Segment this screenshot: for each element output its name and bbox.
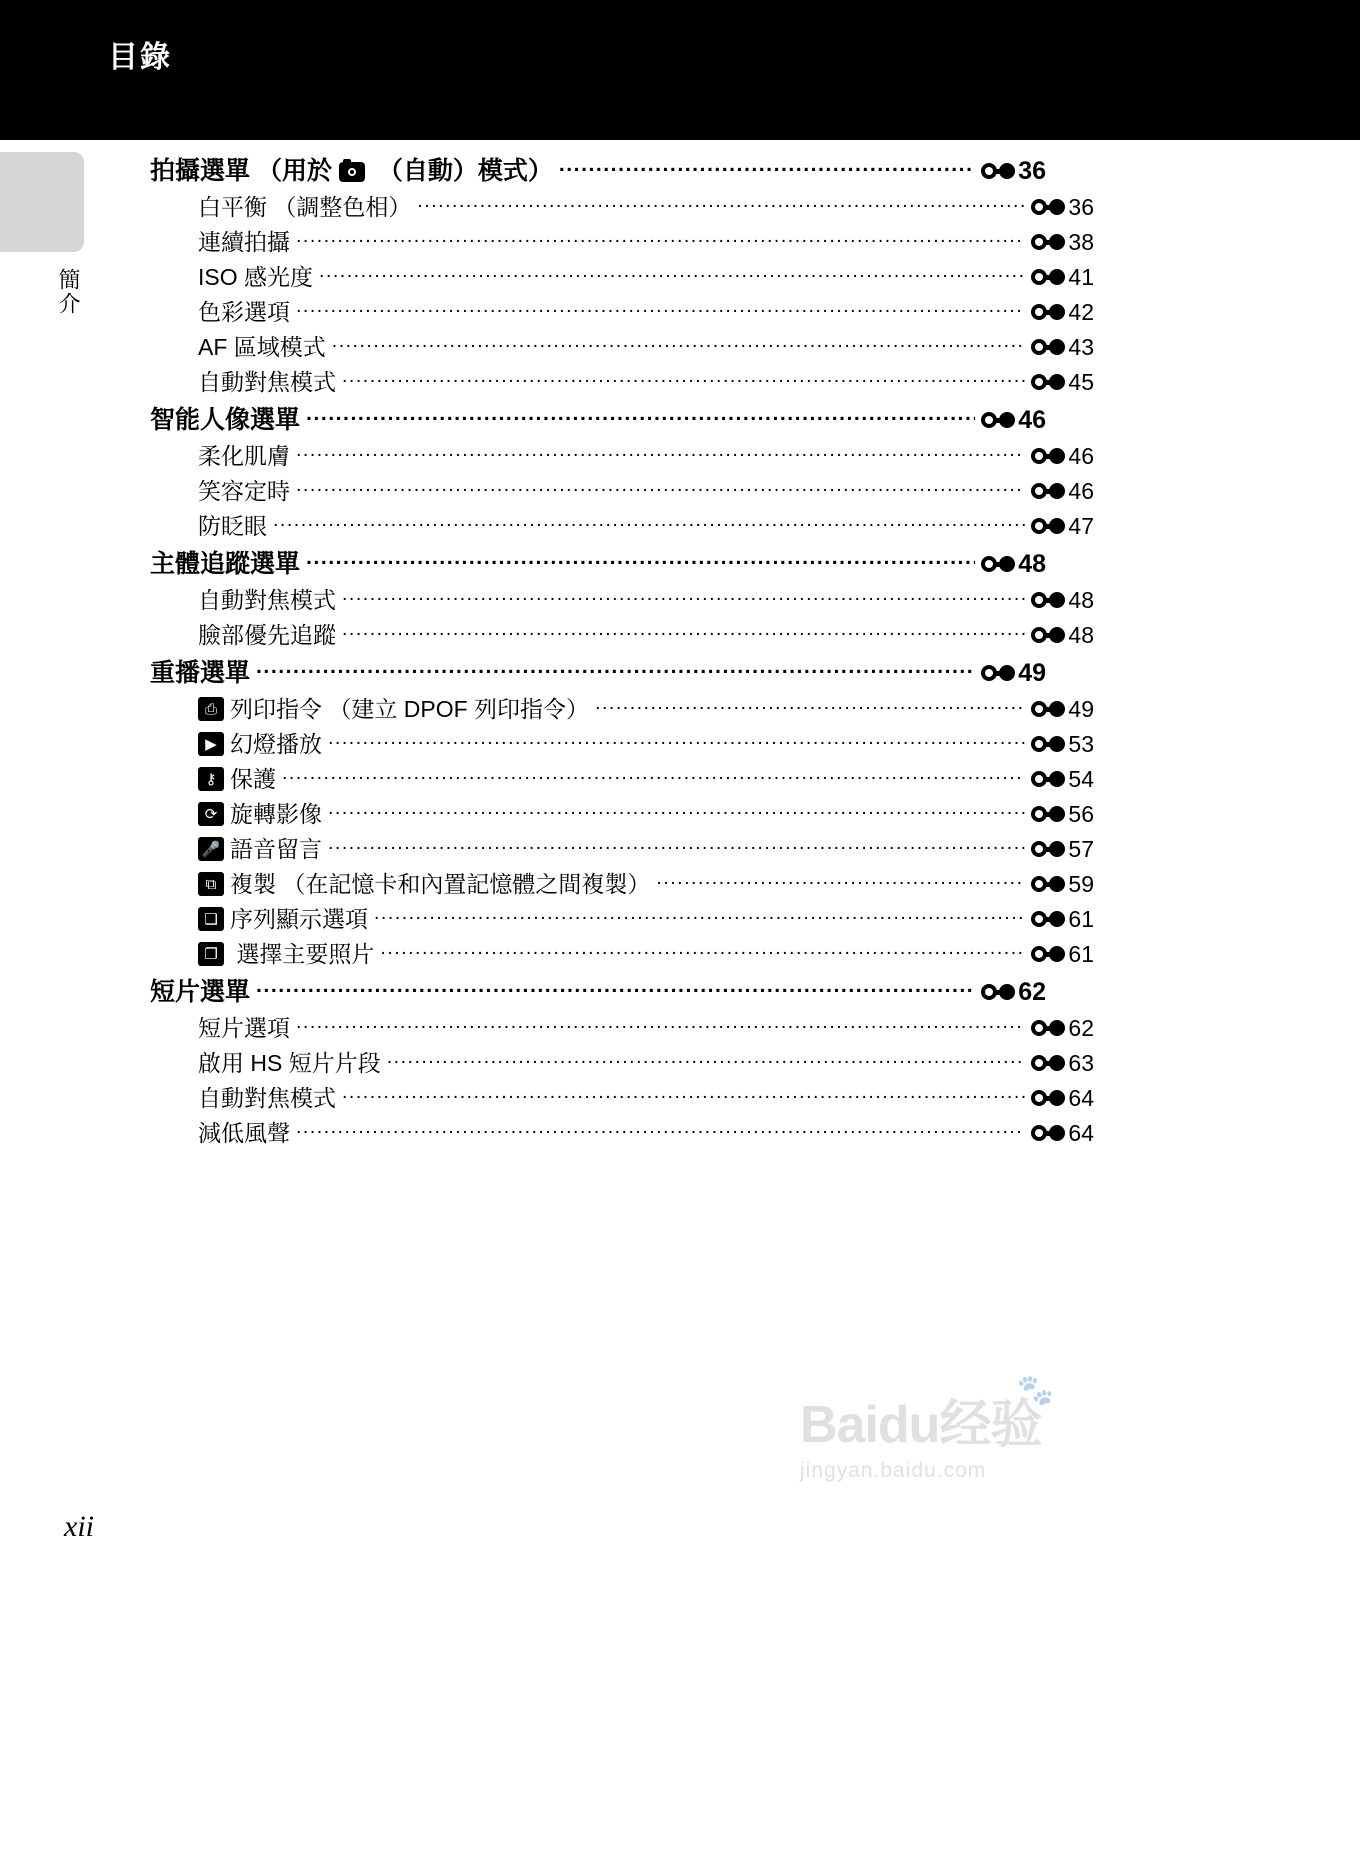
toc-page-number: 53 <box>1068 730 1094 757</box>
reference-section-icon <box>1031 841 1065 857</box>
toc-entry[interactable] <box>150 691 1094 724</box>
toc-leader-dots <box>328 729 1025 752</box>
toc-page-number: 48 <box>1068 621 1094 648</box>
toc-entry[interactable] <box>150 400 1046 436</box>
toc-leader-dots <box>595 694 1025 717</box>
toc-entry-page <box>1025 622 1094 649</box>
chapter-tab-label: 簡介 <box>56 268 81 316</box>
toc-page-number: 42 <box>1068 298 1094 325</box>
toc-entry-label-text-after: （自動）模式） <box>370 157 553 185</box>
page-number: xii <box>64 1510 94 1543</box>
reference-section-icon <box>1031 269 1065 285</box>
toc-entry-label: ISO 感光度 <box>198 264 314 290</box>
toc-entry[interactable] <box>150 726 1094 759</box>
voice-memo-icon <box>198 837 224 861</box>
reference-section-icon <box>981 665 1015 681</box>
reference-section-icon <box>981 412 1015 428</box>
slideshow-icon <box>198 732 224 756</box>
toc-entry-label: 臉部優先追蹤 <box>198 622 336 648</box>
print-order-icon <box>198 697 224 721</box>
toc-entry-label: AF 區域模式 <box>198 334 326 360</box>
toc-leader-dots <box>256 656 975 681</box>
reference-section-icon <box>1031 876 1065 892</box>
protect-key-icon-glyph: ⚷ <box>205 770 217 788</box>
reference-section-icon <box>1031 518 1065 534</box>
toc-page-number: 43 <box>1068 333 1094 360</box>
toc-page-number: 62 <box>1018 977 1046 1006</box>
toc-entry-label: 減低風聲 <box>198 1120 290 1146</box>
toc-entry-page <box>1025 1085 1094 1112</box>
reference-section-icon <box>1031 1090 1065 1106</box>
toc-entry-page <box>975 406 1046 435</box>
toc-entry[interactable] <box>150 831 1094 864</box>
reference-section-icon <box>1031 1020 1065 1036</box>
toc-entry-page <box>1025 766 1094 793</box>
camera-icon <box>339 162 365 182</box>
toc-entry-label: 重播選單 <box>150 659 251 687</box>
toc-leader-dots <box>328 834 1025 857</box>
toc-leader-dots <box>380 939 1025 962</box>
reference-section-icon <box>1031 736 1065 752</box>
watermark-main-text: Baidu经验 <box>800 1396 1042 1454</box>
toc-entry-label: 啟用 HS 短片片段 <box>198 1050 381 1076</box>
page-title: 目錄 <box>108 41 172 74</box>
toc-entry-page <box>1025 1015 1094 1042</box>
reference-section-icon <box>1031 701 1065 717</box>
toc-entry[interactable] <box>150 617 1094 650</box>
toc-page-number: 57 <box>1068 835 1094 862</box>
toc-entry-page <box>1025 229 1094 256</box>
toc-entry-label <box>198 866 656 899</box>
toc-page-number: 47 <box>1068 512 1094 539</box>
toc-page-number: 54 <box>1068 765 1094 792</box>
toc-entry-label-text: 列印指令 （建立 DPOF 列印指令） <box>230 696 590 722</box>
page-header-band <box>0 0 1360 140</box>
reference-section-icon <box>1031 304 1065 320</box>
toc-entry-page <box>1025 443 1094 470</box>
toc-entry-page <box>1025 1050 1094 1077</box>
toc-leader-dots <box>332 332 1026 355</box>
toc-page-number: 48 <box>1018 549 1046 578</box>
rotate-image-icon <box>198 802 224 826</box>
toc-entry[interactable] <box>150 1115 1094 1148</box>
sequence-display-icon <box>198 907 224 931</box>
reference-section-icon <box>1031 448 1065 464</box>
toc-leader-dots <box>296 227 1025 250</box>
toc-entry-label: 色彩選項 <box>198 299 290 325</box>
reference-section-icon <box>1031 1055 1065 1071</box>
toc-entry-label <box>198 761 282 794</box>
toc-entry-label: 防眨眼 <box>198 513 267 539</box>
toc-page-number: 49 <box>1018 658 1046 687</box>
toc-page-number: 46 <box>1068 477 1094 504</box>
chapter-tab <box>0 152 84 252</box>
toc-leader-dots <box>306 547 975 572</box>
toc-entry-page <box>1025 871 1094 898</box>
toc-entry-page <box>1025 696 1094 723</box>
toc-leader-dots <box>282 764 1025 787</box>
toc-leader-dots <box>342 620 1025 643</box>
rotate-image-icon-glyph: ⟳ <box>204 805 218 823</box>
reference-section-icon <box>981 163 1015 179</box>
protect-key-icon <box>198 767 224 791</box>
toc-entry[interactable] <box>150 224 1094 257</box>
toc-entry-label <box>150 151 559 187</box>
toc-entry[interactable] <box>150 544 1046 580</box>
toc-page-number: 64 <box>1068 1119 1094 1146</box>
toc-entry-page <box>1025 587 1094 614</box>
toc-page-number: 63 <box>1068 1049 1094 1076</box>
toc-page-number: 64 <box>1068 1084 1094 1111</box>
toc-entry-label: 笑容定時 <box>198 478 290 504</box>
toc-entry-label-text: 拍攝選單 （用於 <box>150 157 339 185</box>
toc-entry-label-text: 語音留言 <box>230 836 322 862</box>
toc-entry[interactable] <box>150 866 1094 899</box>
toc-page-number: 61 <box>1068 905 1094 932</box>
reference-section-icon <box>981 984 1015 1000</box>
toc-leader-dots <box>342 1083 1025 1106</box>
toc-page-number: 62 <box>1068 1014 1094 1041</box>
toc-entry[interactable] <box>150 189 1094 222</box>
reference-section-icon <box>1031 339 1065 355</box>
voice-memo-icon-glyph: 🎤 <box>201 840 221 858</box>
toc-entry-label <box>198 831 328 864</box>
toc-page-number: 38 <box>1068 228 1094 255</box>
reference-section-icon <box>1031 1125 1065 1141</box>
toc-page-number: 45 <box>1068 368 1094 395</box>
toc-page-number: 49 <box>1068 695 1094 722</box>
toc-entry[interactable] <box>150 796 1094 829</box>
toc-entry-label: 連續拍攝 <box>198 229 290 255</box>
toc-entry[interactable] <box>150 1010 1094 1043</box>
toc-entry[interactable] <box>150 438 1094 471</box>
toc-entry-page <box>1025 836 1094 863</box>
toc-leader-dots <box>296 1013 1025 1036</box>
toc-entry[interactable] <box>150 364 1094 397</box>
toc-entry-page <box>1025 906 1094 933</box>
toc-entry-page <box>1025 731 1094 758</box>
toc-entry-label: 柔化肌膚 <box>198 443 290 469</box>
toc-page-number: 46 <box>1018 405 1046 434</box>
toc-entry[interactable] <box>150 582 1094 615</box>
toc-leader-dots <box>256 975 975 1000</box>
toc-entry-page <box>1025 478 1094 505</box>
slideshow-icon-glyph: ▶ <box>205 735 217 753</box>
toc-entry-label <box>198 691 595 724</box>
toc-entry-label: 智能人像選單 <box>150 406 301 434</box>
toc-leader-dots <box>387 1048 1026 1071</box>
copy-icon <box>198 872 224 896</box>
toc-entry-label-text: 保護 <box>230 766 276 792</box>
toc-entry[interactable] <box>150 761 1094 794</box>
toc-entry[interactable] <box>150 972 1046 1008</box>
key-picture-icon-glyph: ❐ <box>204 945 218 963</box>
toc-entry[interactable] <box>150 329 1094 362</box>
reference-section-icon <box>1031 592 1065 608</box>
toc-entry-page <box>1025 513 1094 540</box>
toc-entry-page <box>1025 1120 1094 1147</box>
reference-section-icon <box>1031 374 1065 390</box>
toc-leader-dots <box>319 262 1025 285</box>
reference-section-icon <box>1031 199 1065 215</box>
toc-entry[interactable] <box>150 508 1094 541</box>
print-order-icon-glyph: ⎙ <box>204 700 217 718</box>
toc-entry-page <box>1025 369 1094 396</box>
watermark-sub-text: jingyan.baidu.com <box>800 1459 987 1482</box>
toc-leader-dots <box>296 476 1025 499</box>
toc-entry[interactable] <box>150 653 1046 689</box>
toc-entry-label: 短片選項 <box>198 1015 290 1041</box>
key-picture-icon <box>198 942 224 966</box>
toc-leader-dots <box>296 1118 1025 1141</box>
reference-section-icon <box>1031 946 1065 962</box>
toc-leader-dots <box>296 297 1025 320</box>
toc-entry[interactable] <box>150 1080 1094 1113</box>
toc-entry-page <box>1025 801 1094 828</box>
toc-leader-dots <box>306 403 975 428</box>
toc-page-number: 61 <box>1068 940 1094 967</box>
toc-leader-dots <box>342 367 1025 390</box>
reference-section-icon <box>1031 234 1065 250</box>
toc-entry-label: 主體追蹤選單 <box>150 550 301 578</box>
reference-section-icon <box>1031 911 1065 927</box>
toc-entry[interactable] <box>150 901 1094 934</box>
toc-entry-label-text: 複製 （在記憶卡和內置記憶體之間複製） <box>230 871 651 897</box>
watermark <box>800 1374 1090 1510</box>
toc-page-number: 36 <box>1068 193 1094 220</box>
reference-section-icon <box>1031 806 1065 822</box>
toc-entry-page <box>1025 941 1094 968</box>
reference-section-icon <box>1031 627 1065 643</box>
toc-leader-dots <box>342 585 1025 608</box>
toc-entry-page <box>1025 299 1094 326</box>
reference-section-icon <box>1031 483 1065 499</box>
toc-entry-page <box>1025 334 1094 361</box>
toc-entry-label <box>198 796 328 829</box>
toc-entry[interactable] <box>150 151 1046 187</box>
toc-leader-dots <box>374 904 1025 927</box>
copy-icon-glyph: ⧉ <box>205 875 217 893</box>
toc-entry-label-text: 序列顯示選項 <box>230 906 368 932</box>
reference-section-icon <box>981 556 1015 572</box>
toc-entry-page <box>1025 194 1094 221</box>
toc-leader-dots <box>273 511 1025 534</box>
toc-entry-page <box>975 659 1046 688</box>
toc-entry-label <box>198 901 374 934</box>
toc-entry-label <box>198 726 328 759</box>
reference-section-icon <box>1031 771 1065 787</box>
toc-leader-dots <box>296 441 1025 464</box>
toc-entry-label-text: 旋轉影像 <box>230 801 322 827</box>
toc-entry[interactable] <box>150 936 1094 969</box>
paw-icon: 🐾 <box>1016 1374 1054 1407</box>
toc-entry[interactable] <box>150 473 1094 506</box>
toc-entry-page <box>975 978 1046 1007</box>
toc-leader-dots <box>417 192 1025 215</box>
toc-leader-dots <box>559 154 975 179</box>
toc-page-number: 59 <box>1068 870 1094 897</box>
toc-entry-label <box>198 936 380 969</box>
toc-entry-label: 自動對焦模式 <box>198 587 336 613</box>
toc-entry-page <box>1025 264 1094 291</box>
toc-entry[interactable] <box>150 259 1094 292</box>
table-of-contents <box>150 148 1094 1148</box>
toc-entry-page <box>975 157 1046 186</box>
toc-page-number: 46 <box>1068 442 1094 469</box>
toc-entry[interactable] <box>150 294 1094 327</box>
toc-page-number: 36 <box>1018 156 1046 185</box>
toc-entry-label-text: 選擇主要照片 <box>230 941 375 967</box>
toc-page-number: 56 <box>1068 800 1094 827</box>
toc-entry[interactable] <box>150 1045 1094 1078</box>
toc-leader-dots <box>328 799 1025 822</box>
toc-entry-label: 白平衡 （調整色相） <box>198 194 412 220</box>
toc-leader-dots <box>656 869 1025 892</box>
toc-page-number: 41 <box>1068 263 1094 290</box>
toc-page-number: 48 <box>1068 586 1094 613</box>
sequence-display-icon-glyph: ❏ <box>204 910 218 928</box>
toc-entry-label: 自動對焦模式 <box>198 1085 336 1111</box>
toc-entry-label: 短片選單 <box>150 978 251 1006</box>
toc-entry-page <box>975 550 1046 579</box>
toc-entry-label-text: 幻燈播放 <box>230 731 322 757</box>
toc-entry-label: 自動對焦模式 <box>198 369 336 395</box>
